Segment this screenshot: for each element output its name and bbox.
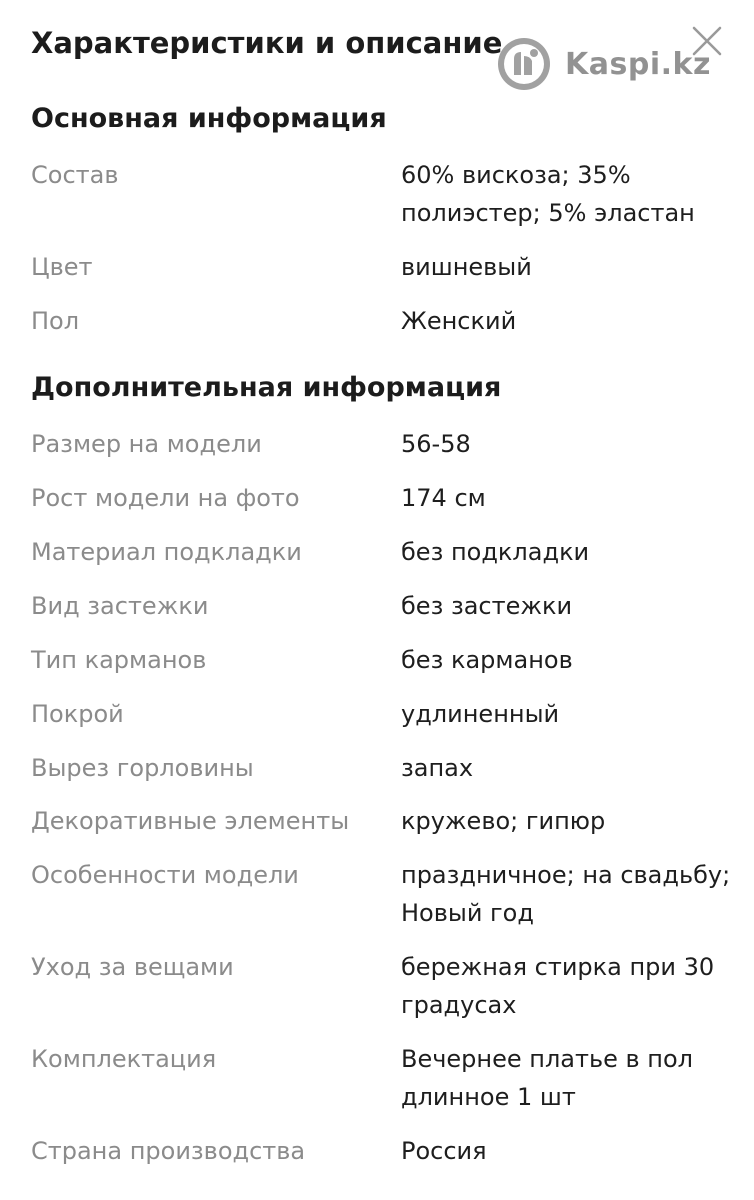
spec-value: Россия xyxy=(401,1137,487,1165)
spec-label: Состав xyxy=(31,161,119,189)
spec-value: Вечернее платье в пол длинное 1 шт xyxy=(401,1045,694,1111)
spec-label: Вид застежки xyxy=(31,592,209,620)
spec-label: Особенности модели xyxy=(31,861,299,889)
spec-label: Уход за вещами xyxy=(31,953,234,981)
spec-label: Декоративные элементы xyxy=(31,807,350,835)
spec-label: Покрой xyxy=(31,700,124,728)
spec-label: Страна производства xyxy=(31,1137,306,1165)
spec-value: праздничное; на свадьбу; Новый год xyxy=(401,861,731,927)
spec-value: без застежки xyxy=(401,592,573,620)
close-button[interactable] xyxy=(690,24,724,58)
spec-value: 60% вискоза; 35% полиэстер; 5% эластан xyxy=(401,161,695,227)
spec-value: удлиненный xyxy=(401,700,560,728)
spec-label: Рост модели на фото xyxy=(31,484,300,512)
spec-value: без подкладки xyxy=(401,538,590,566)
spec-label: Комплектация xyxy=(31,1045,217,1073)
close-icon xyxy=(690,24,724,58)
spec-value: 174 см xyxy=(401,484,486,512)
spec-label: Вырез горловины xyxy=(31,754,254,782)
spec-label: Тип карманов xyxy=(31,646,207,674)
page-title: Характеристики и описание xyxy=(31,26,503,60)
spec-value: без карманов xyxy=(401,646,573,674)
section-title-additional: Дополнительная информация xyxy=(31,372,502,403)
spec-value: кружево; гипюр xyxy=(401,807,606,835)
spec-label: Цвет xyxy=(31,253,93,281)
spec-label: Пол xyxy=(31,307,80,335)
spec-value: бережная стирка при 30 градусах xyxy=(401,953,715,1019)
spec-label: Размер на модели xyxy=(31,430,262,458)
spec-value: 56-58 xyxy=(401,430,471,458)
watermark xyxy=(497,38,711,90)
watermark-text: Kaspi.kz xyxy=(565,46,711,82)
spec-value: вишневый xyxy=(401,253,532,281)
kaspi-logo-icon xyxy=(497,37,551,91)
spec-value: Женский xyxy=(401,307,517,335)
spec-label: Материал подкладки xyxy=(31,538,302,566)
spec-value: запах xyxy=(401,754,474,782)
section-title-main: Основная информация xyxy=(31,103,387,134)
